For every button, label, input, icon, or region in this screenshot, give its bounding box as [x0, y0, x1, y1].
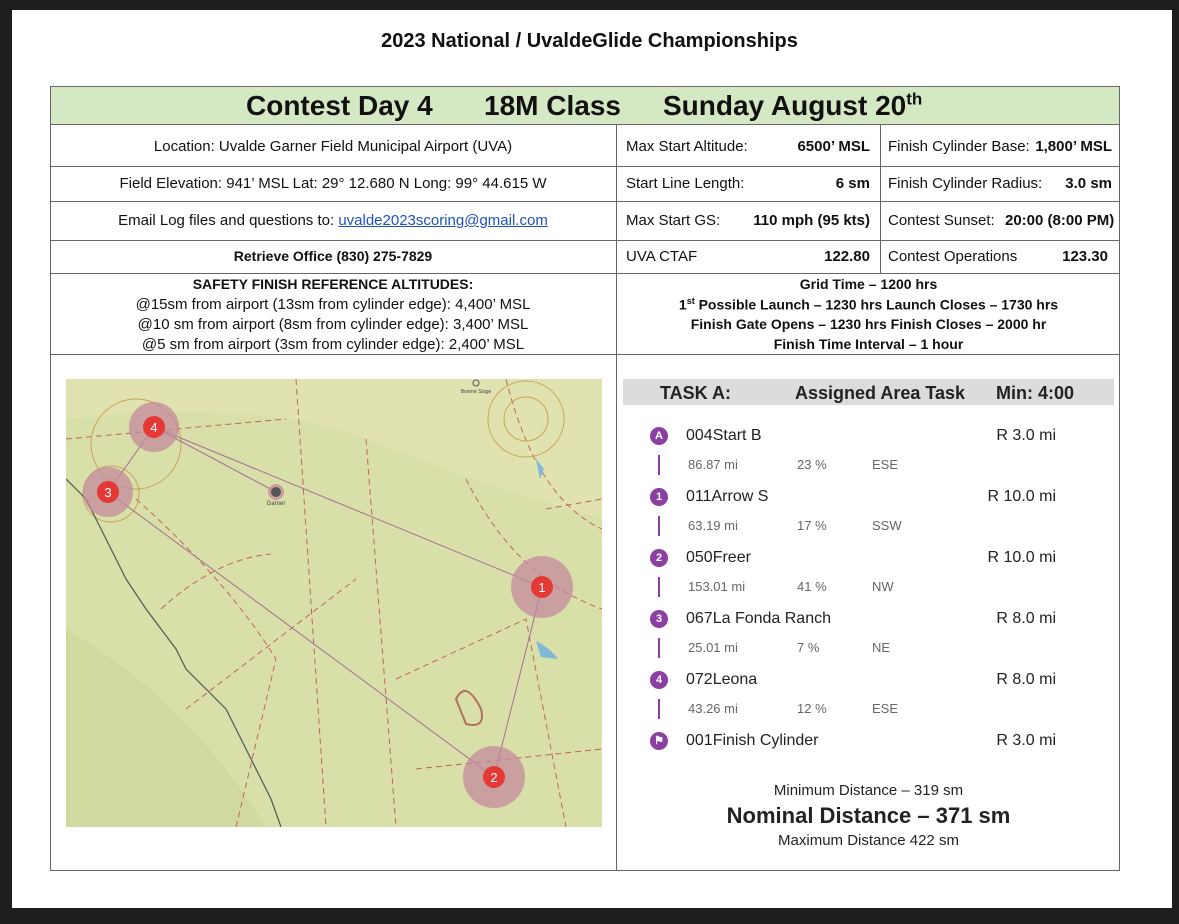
param-label: Start Line Length:	[626, 175, 745, 192]
leg-distance: 63.19 mi	[688, 518, 738, 533]
elevation-text: Field Elevation: 941’ MSL Lat: 29° 12.680 N Long: 99° 44.615 W	[119, 175, 547, 192]
leg-percent: 17 %	[797, 518, 827, 533]
param-value: 6500’ MSL	[797, 138, 870, 155]
contest-class: 18M Class	[484, 90, 621, 121]
divider	[50, 273, 1120, 274]
divider	[616, 125, 617, 871]
finish-interval: Finish Time Interval – 1 hour	[773, 336, 964, 352]
email-link[interactable]: uvalde2023scoring@gmail.com	[338, 212, 548, 229]
leg-connector	[658, 577, 660, 597]
finish-flag-icon: ⚑	[650, 732, 668, 750]
safety-line: @15sm from airport (13sm from cylinder edge): 4,400’ MSL	[135, 296, 531, 313]
leg-connector	[658, 455, 660, 475]
airport-label: Garner	[266, 501, 286, 507]
finish-value: 20:00 (8:00 PM)	[1005, 212, 1115, 229]
contest-date	[663, 90, 922, 122]
finish-label: Contest Operations	[888, 248, 1018, 265]
divider	[50, 354, 1120, 355]
turnpoint-radius: R 3.0 mi	[996, 427, 1056, 444]
leg-connector	[658, 638, 660, 658]
turnpoint-name[interactable]: 011Arrow S	[686, 488, 769, 505]
leg-distance: 153.01 mi	[688, 579, 746, 594]
map-marker-label: 2	[490, 770, 498, 785]
finish-gate: Finish Gate Opens – 1230 hrs Finish Closes – 2000 hr	[690, 316, 1047, 332]
param-value: 122.80	[824, 248, 870, 265]
leg-percent: 12 %	[797, 701, 827, 716]
leg-distance: 25.01 mi	[688, 640, 738, 655]
leg-direction: NE	[872, 640, 891, 655]
turnpoint-radius: R 8.0 mi	[996, 671, 1056, 688]
divider	[50, 201, 1120, 202]
document-title: 2023 National / UvaldeGlide Championships	[381, 30, 798, 52]
turnpoint-name[interactable]: 004Start B	[686, 427, 762, 444]
launch-ordinal: 1	[678, 296, 687, 313]
leg-percent: 7 %	[797, 640, 820, 655]
param-value: 110 mph (95 kts)	[753, 212, 870, 229]
airport-label: Boerne Stage	[460, 389, 492, 395]
safety-title: SAFETY FINISH REFERENCE ALTITUDES:	[192, 276, 474, 292]
turnpoint-name[interactable]: 067La Fonda Ranch	[686, 610, 831, 627]
finish-label: Finish Cylinder Base:	[888, 138, 1030, 155]
task-map[interactable]	[66, 379, 602, 827]
divider	[50, 240, 1120, 241]
finish-value: 123.30	[1062, 248, 1108, 265]
leg-direction: NW	[872, 579, 894, 594]
param-value: 6 sm	[835, 175, 870, 192]
email-prefix: Email Log files and questions to:	[118, 212, 335, 229]
map-marker-label: 4	[150, 420, 158, 435]
grid-time: Grid Time – 1200 hrs	[799, 276, 938, 292]
safety-line: @5 sm from airport (3sm from cylinder edge): 2,400’ MSL	[141, 336, 525, 353]
launch-times	[617, 296, 1120, 313]
turnpoint-radius: R 10.0 mi	[987, 488, 1056, 505]
divider	[880, 125, 881, 273]
contest-date-main: Sunday August 20	[663, 90, 907, 121]
turnpoint-badge: 4	[650, 671, 668, 689]
airport-icon	[271, 487, 281, 497]
contest-banner	[50, 86, 1120, 125]
task-type: Assigned Area Task	[795, 383, 966, 403]
location-text: Location: Uvalde Garner Field Municipal Airport (UVA)	[153, 138, 513, 155]
leg-percent: 41 %	[797, 579, 827, 594]
launch-ordinal-sup: st	[686, 296, 695, 306]
param-label: Max Start Altitude:	[626, 138, 748, 155]
launch-text: Possible Launch – 1230 hrs Launch Closes – 1730 hrs	[694, 296, 1059, 313]
finish-value: 3.0 sm	[1065, 175, 1112, 192]
leg-direction: ESE	[872, 701, 899, 716]
map-marker-label: 1	[538, 580, 546, 595]
contest-date-sup: th	[906, 89, 923, 109]
map-marker-label: 3	[104, 485, 112, 500]
contest-day: Contest Day 4	[246, 90, 433, 121]
leg-direction: SSW	[872, 518, 902, 533]
task-min-time: Min: 4:00	[996, 383, 1075, 403]
turnpoint-name[interactable]: 072Leona	[686, 671, 758, 688]
turnpoint-radius: R 8.0 mi	[996, 610, 1056, 627]
param-label: UVA CTAF	[626, 248, 698, 265]
maximum-distance: Maximum Distance 422 sm	[778, 832, 959, 849]
leg-connector	[658, 699, 660, 719]
safety-line: @10 sm from airport (8sm from cylinder edge): 3,400’ MSL	[137, 316, 529, 333]
turnpoint-radius: R 10.0 mi	[987, 549, 1056, 566]
start-icon: A	[650, 427, 668, 445]
turnpoint-badge: 1	[650, 488, 668, 506]
email-row	[50, 212, 616, 229]
turnpoint-name[interactable]: 050Freer	[686, 549, 751, 566]
map-graphic	[66, 379, 602, 827]
minimum-distance: Minimum Distance – 319 sm	[773, 782, 964, 799]
retrieve-office: Retrieve Office (830) 275-7829	[233, 248, 433, 264]
finish-value: 1,800’ MSL	[1035, 138, 1112, 155]
leg-distance: 43.26 mi	[688, 701, 738, 716]
divider	[50, 166, 1120, 167]
nominal-distance: Nominal Distance – 371 sm	[726, 803, 1011, 828]
leg-direction: ESE	[872, 457, 899, 472]
leg-percent: 23 %	[797, 457, 827, 472]
finish-label: Finish Cylinder Radius:	[888, 175, 1043, 192]
leg-connector	[658, 516, 660, 536]
turnpoint-radius: R 3.0 mi	[996, 732, 1056, 749]
param-label: Max Start GS:	[626, 212, 721, 229]
turnpoint-badge: 2	[650, 549, 668, 567]
task-label: TASK A:	[660, 383, 731, 403]
finish-label: Contest Sunset:	[888, 212, 995, 229]
turnpoint-name[interactable]: 001Finish Cylinder	[686, 732, 819, 749]
leg-distance: 86.87 mi	[688, 457, 738, 472]
turnpoint-badge: 3	[650, 610, 668, 628]
